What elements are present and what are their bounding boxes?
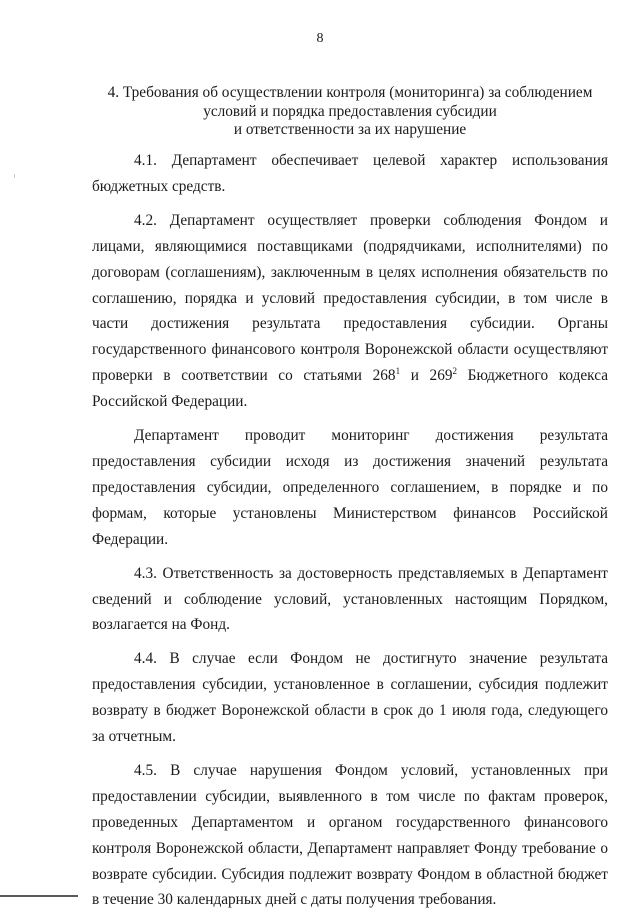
paragraph-4-2-text-between: и 269 bbox=[400, 367, 453, 385]
document-body bbox=[92, 148, 608, 913]
page-number: 8 bbox=[316, 31, 324, 46]
paragraph-4-1: 4.1. Департамент обеспечивает целевой характер использования бюджетных средств. bbox=[92, 152, 608, 195]
paragraph-4-2-text-end: Бюджетного кодекса Российской Федерации. bbox=[92, 367, 609, 411]
paragraph-4-5: 4.5. В случае нарушения Фондом условий, установленных при предоставлении субсидии, выявленного в том числе по фактам проверок, проведенных Департаментом и органом государственного финансового контроля Воронежской области, Департамент направляет Фонду требование о возврате субсидии. Субсидия подлежит возврату Фондом в областной бюджет в течение 30 календарных дней с даты получения требования. bbox=[92, 761, 608, 909]
section-heading-line-3: и ответственности за их нарушение bbox=[233, 121, 467, 138]
section-heading-line-1: 4. Требования об осуществлении контроля (мониторинга) за соблюдением bbox=[107, 84, 593, 101]
paragraph-4-3: 4.3. Ответственность за достоверность представляемых в Департамент сведений и соблюдение условий, установленных настоящим Порядком, возлагается на Фонд. bbox=[92, 564, 608, 634]
paragraph-4-4: 4.4. В случае если Фондом не достигнуто значение результата предоставления субсидии, установленное в соглашении, субсидия подлежит возврату в бюджет Воронежской области в срок до 1 июля года, следующего за отчетным. bbox=[92, 650, 608, 746]
paragraph-monitoring: Департамент проводит мониторинг достижения результата предоставления субсидии исходя из достижения значений результата предоставления субсидии, определенного соглашением, в порядке и по формам, которые установлены Министерством финансов Российской Федерации. bbox=[92, 427, 608, 548]
scan-artifact-line bbox=[0, 895, 78, 897]
footnote-superscript: 1 bbox=[395, 366, 401, 377]
footnote-superscript: 2 bbox=[452, 366, 458, 377]
section-heading-line-2: условий и порядка предоставления субсидии bbox=[203, 102, 497, 120]
paragraph-4-2-text: 4.2. Департамент осуществляет проверки соблюдения Фондом и лицами, являющимися поставщиками (подрядчиками, исполнителями) по договорам (соглашениям), заключенным в целях исполнения обязательств по соглашению, порядка и условий предоставления субсидии, в том числе в части достижения результата предоставления субсидии. Органы государственного финансового контроля Воронежской области осуществляют проверки в соответствии со статьями 268 bbox=[92, 211, 608, 385]
scan-artifact-mark bbox=[14, 174, 15, 178]
paragraph-4-2 bbox=[92, 208, 608, 415]
section-heading bbox=[92, 84, 608, 140]
